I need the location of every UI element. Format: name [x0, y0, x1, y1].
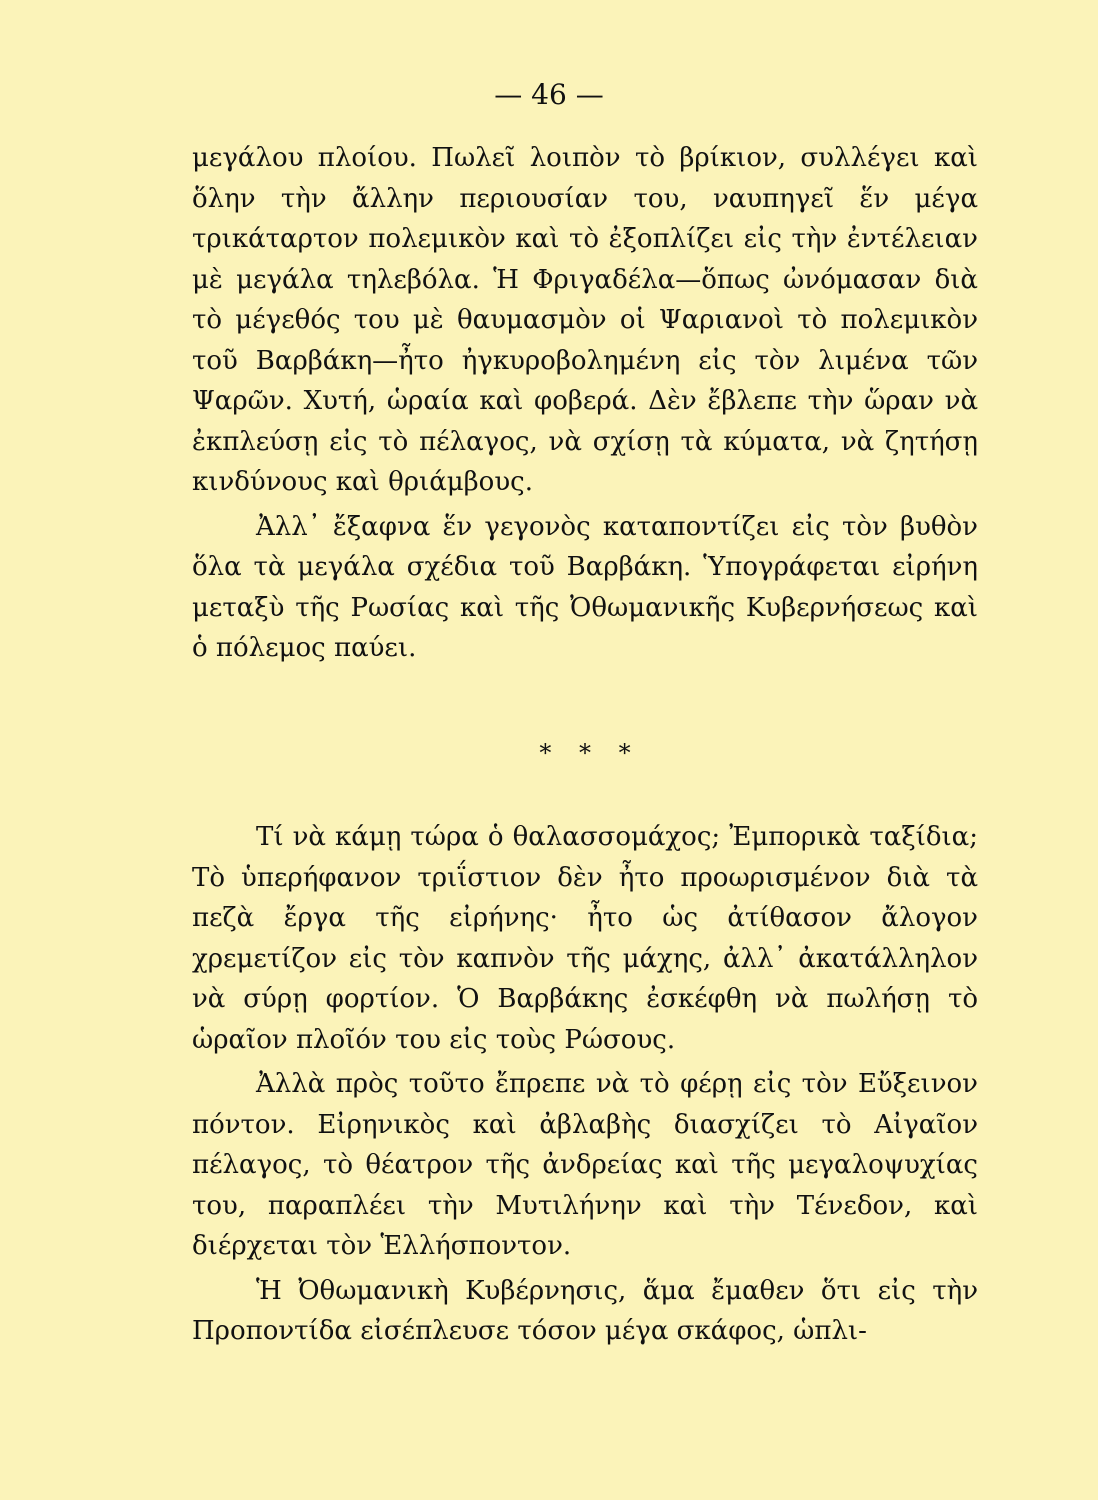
page-number: — 46 —: [494, 78, 604, 111]
paragraph-5: Ἡ Ὀθωμανικὴ Κυβέρνησις, ἅμα ἔμαθεν ὅτι εἰς τὴν Προποντίδα εἰσέπλευσε τόσον μέγα σκάφος, ὡπλι-: [192, 1275, 978, 1346]
paragraph-4: Ἀλλὰ πρὸς τοῦτο ἔπρεπε νὰ τὸ φέρῃ εἰς τὸν Εὔξεινον πόντον. Εἰρηνικὸς καὶ ἀβλαβὴς διασχίζει τὸ Αἰγαῖον πέλαγος, τὸ θέατρον τῆς ἀνδρείας καὶ τῆς μεγαλοψυχίας του, παραπλέει τὴν Μυτιλήνην καὶ τὴν Τένεδον, καὶ διέρχεται τὸν Ἑλλήσποντον.: [192, 1069, 978, 1261]
paragraph-1: μεγάλου πλοίου. Πωλεῖ λοιπὸν τὸ βρίκιον, συλλέγει καὶ ὅλην τὴν ἄλλην περιουσίαν του, ναυπηγεῖ ἕν μέγα τρικάταρτον πολεμικὸν καὶ τὸ ἐξοπλίζει εἰς τὴν ἐντέλειαν μὲ μεγάλα τηλεβόλα. Ἡ Φριγαδέλα—ὅπως ὠνόμασαν διὰ τὸ μέγεθός του μὲ θαυμασμὸν οἱ Ψαριανοὶ τὸ πολεμικὸν τοῦ Βαρβάκη—ἦτο ἠγκυροβολημένη εἰς τὸν λιμένα τῶν Ψαρῶν. Χυτή, ὡραία καὶ φοβερά. Δὲν ἔβλεπε τὴν ὥραν νὰ ἐκπλεύσῃ εἰς τὸ πέλαγος, νὰ σχίσῃ τὰ κύματα, νὰ ζητήσῃ κινδύνους καὶ θριάμβους.: [192, 143, 978, 497]
section-separator: * * *: [539, 738, 641, 767]
page-body: [192, 138, 978, 1352]
paragraph-3: Τί νὰ κάμῃ τώρα ὁ θαλασσομάχος; Ἐμπορικὰ ταξίδια; Τὸ ὑπερήφανον τριΐστιον δὲν ἦτο προωρισμένον διὰ τὰ πεζὰ ἔργα τῆς εἰρήνης· ἦτο ὡς ἀτίθασον ἄλογον χρεμετίζον εἰς τὸν καπνὸν τῆς μάχης, ἀλλ᾽ ἀκατάλληλον νὰ σύρῃ φορτίον. Ὁ Βαρβάκης ἐσκέφθη νὰ πωλήσῃ τὸ ὡραῖον πλοῖόν του εἰς τοὺς Ρώσους.: [192, 822, 978, 1055]
paragraph-2: Ἀλλ᾽ ἔξαφνα ἕν γεγονὸς καταποντίζει εἰς τὸν βυθὸν ὅλα τὰ μεγάλα σχέδια τοῦ Βαρβάκη. Ὑπογράφεται εἰρήνη μεταξὺ τῆς Ρωσίας καὶ τῆς Ὀθωμανικῆς Κυβερνήσεως καὶ ὁ πόλεμος παύει.: [192, 511, 978, 663]
